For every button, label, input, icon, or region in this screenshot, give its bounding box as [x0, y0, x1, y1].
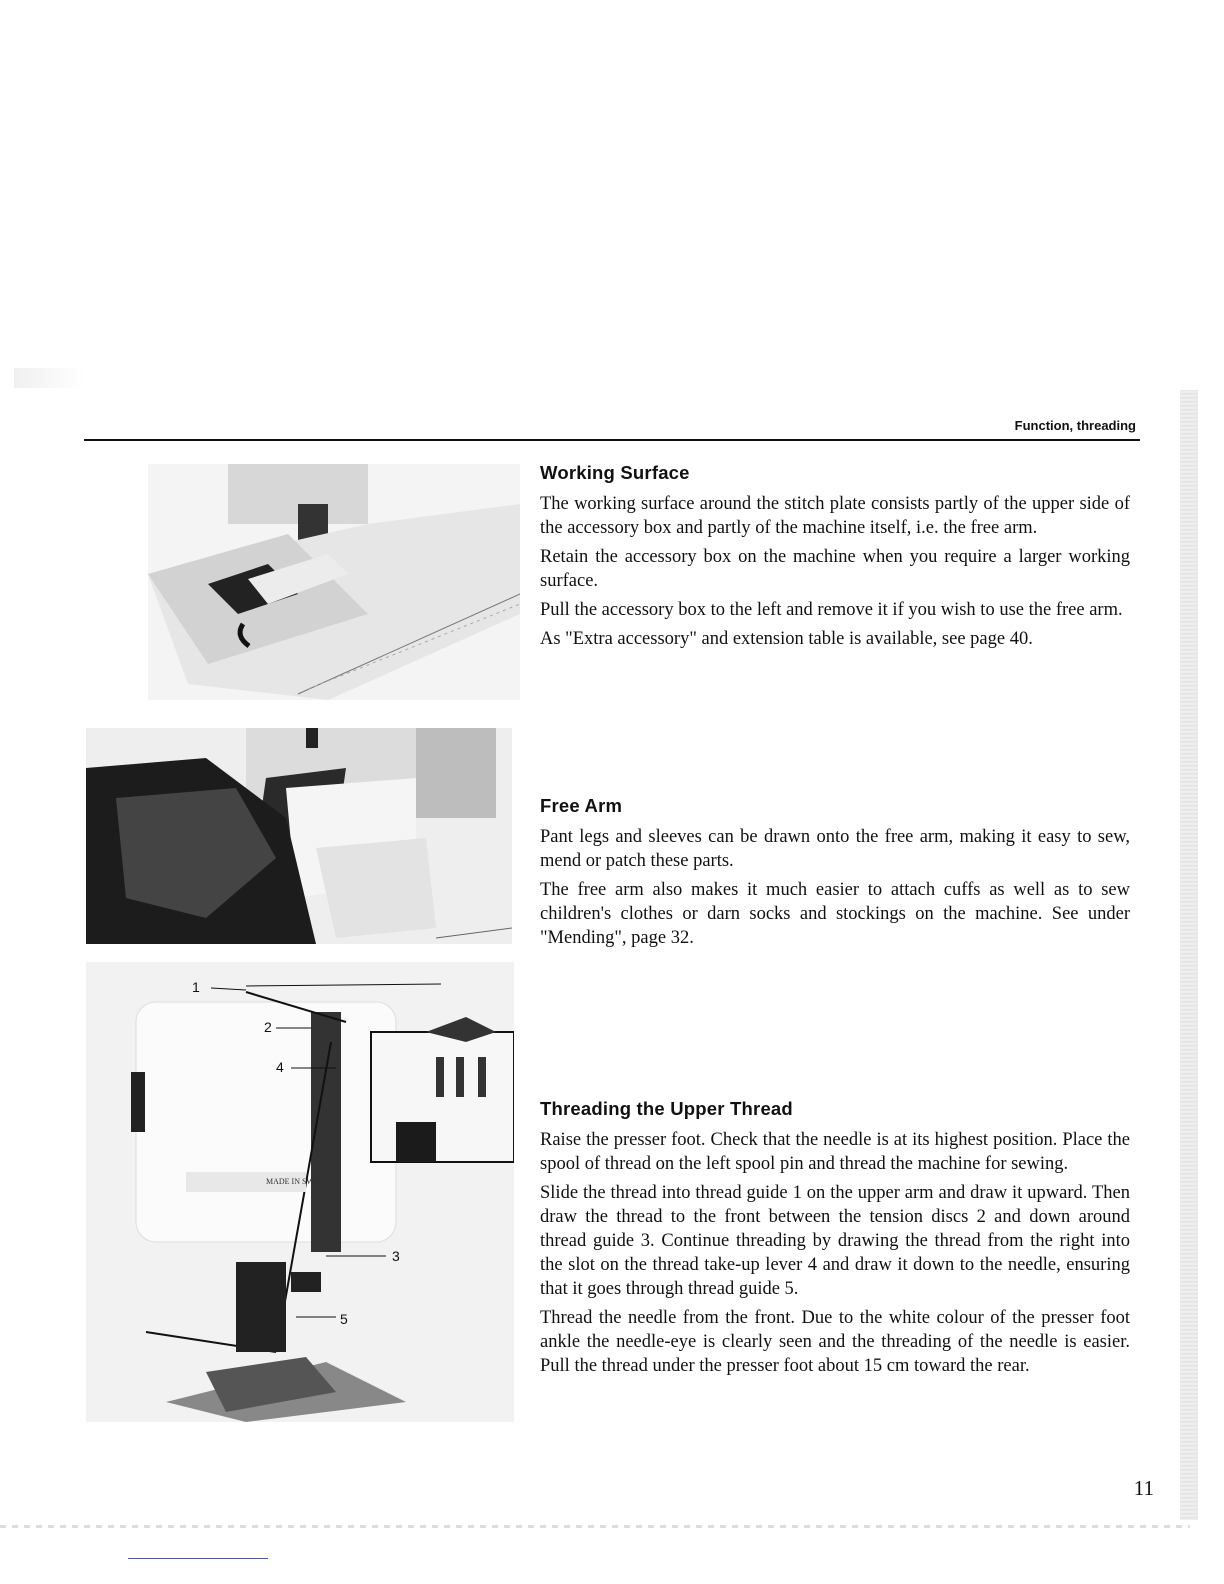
scan-bottom-edge	[0, 1525, 1190, 1528]
callout-4: 4	[276, 1059, 284, 1075]
running-head: Function, threading	[1014, 418, 1136, 433]
section-working-surface	[540, 462, 1130, 656]
paragraph: As "Extra accessory" and extension table is available, see page 40.	[540, 629, 1033, 649]
paragraph: Pull the accessory box to the left and remove it if you wish to use the free arm.	[540, 600, 1123, 620]
paragraph: Pant legs and sleeves can be drawn onto the free arm, making it easy to sew, mend or patch these parts.	[540, 827, 1130, 871]
paragraph: Raise the presser foot. Check that the needle is at its highest position. Place the spool of thread on the left spool pin and thread the machine for sewing.	[540, 1130, 1130, 1174]
paragraph: Thread the needle from the front. Due to the white colour of the presser foot ankle the needle-eye is clearly seen and the threading of the needle is easier. Pull the thread under the presser foot about 15 cm toward the rear.	[540, 1308, 1130, 1376]
heading-free-arm: Free Arm	[540, 795, 623, 816]
heading-threading: Threading the Upper Thread	[540, 1098, 793, 1119]
machine-label: MADE IN SWEDEN	[266, 1177, 336, 1186]
header-rule	[84, 439, 1140, 441]
free-arm-photo	[86, 728, 512, 944]
callout-1: 1	[192, 979, 200, 995]
section-threading	[540, 1098, 1130, 1383]
paragraph: The working surface around the stitch plate consists partly of the upper side of the accessory box and partly of the machine itself, i.e. the free arm.	[540, 494, 1130, 538]
working-surface-photo	[148, 464, 520, 700]
paragraph: Slide the thread into thread guide 1 on the upper arm and draw it upward. Then draw the thread to the front between the tension discs 2 and down around thread guide 3. Continue threading by drawing the thread from the right into the slot on the thread take-up lever 4 and draw it down to the needle, ensuring that it goes through thread guide 5.	[540, 1183, 1130, 1299]
paragraph: Retain the accessory box on the machine when you require a larger working surface.	[540, 547, 1130, 591]
heading-working-surface: Working Surface	[540, 462, 690, 483]
callout-5: 5	[340, 1311, 348, 1327]
callout-3: 3	[392, 1248, 400, 1264]
paragraph: The free arm also makes it much easier to attach cuffs as well as to sew children's clothes or darn socks and stockings on the machine. See under "Mending", page 32.	[540, 880, 1130, 948]
section-free-arm	[540, 795, 1130, 955]
page-number: 11	[1133, 1476, 1154, 1500]
threading-photo	[86, 962, 514, 1422]
scan-page-edge	[1180, 390, 1198, 1520]
scan-smudge	[14, 368, 86, 388]
blue-underline	[128, 1558, 268, 1559]
callout-2: 2	[264, 1019, 272, 1035]
